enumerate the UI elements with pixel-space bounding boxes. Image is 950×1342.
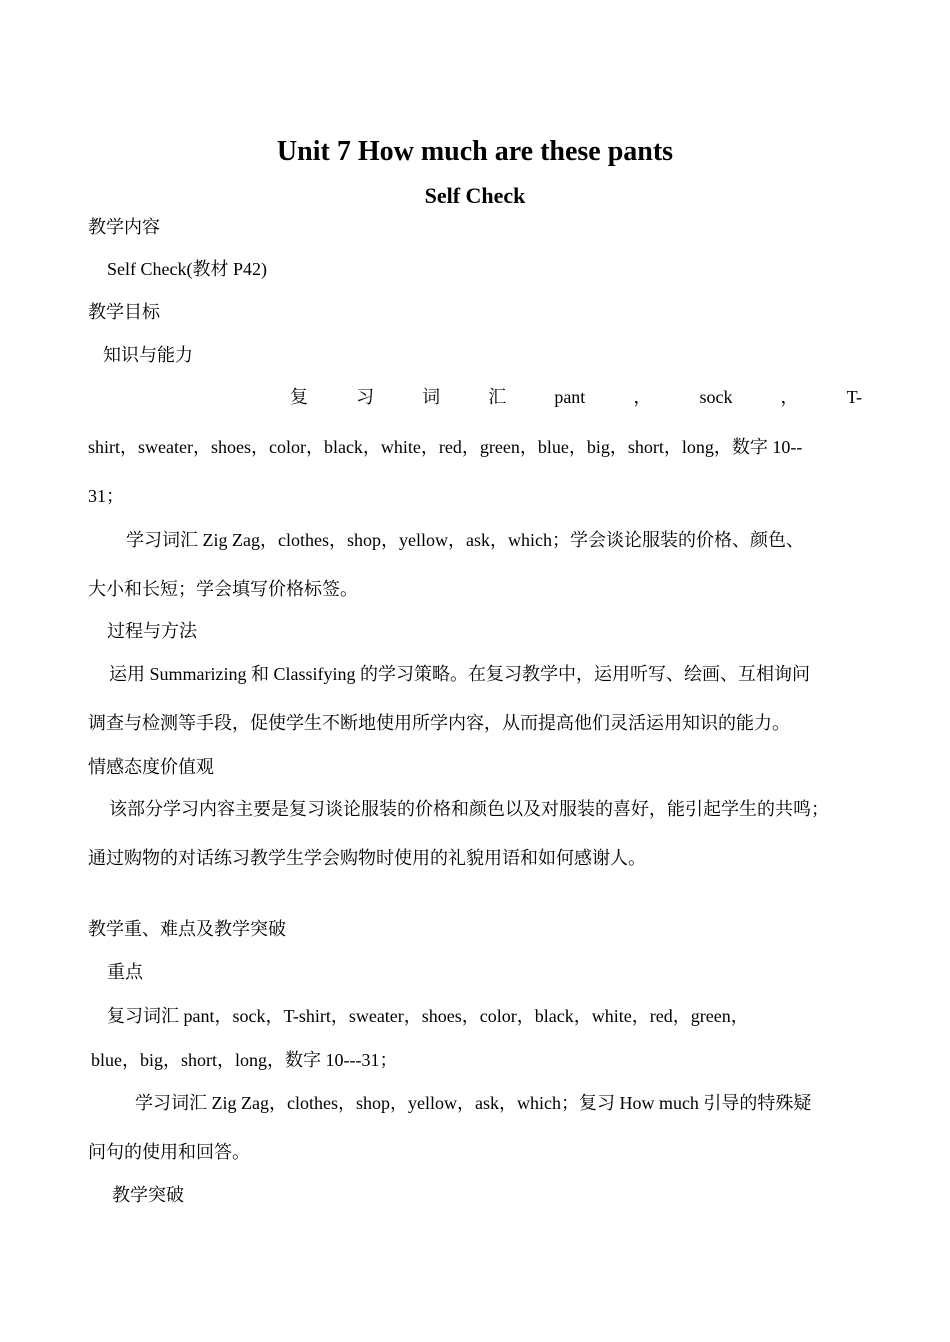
word: T- <box>846 387 862 407</box>
emotion-line-2: 通过购物的对话练习教学生学会购物时使用的礼貌用语和如何感谢人。 <box>88 848 646 868</box>
focus-heading: 重点 <box>107 962 143 982</box>
focus-line-4: 问句的使用和回答。 <box>88 1142 250 1162</box>
focus-line-2: blue，big，short，long，数字 10---31； <box>91 1050 398 1070</box>
content-heading: 教学内容 <box>88 217 160 237</box>
knowledge-line-5: 大小和长短；学会填写价格标签。 <box>88 579 358 599</box>
knowledge-line-1 <box>290 388 862 406</box>
process-heading: 过程与方法 <box>107 621 197 641</box>
word: pant <box>554 387 586 407</box>
process-line-2: 调查与检测等手段，促使学生不断地使用所学内容，从而提高他们灵活运用知识的能力。 <box>88 713 790 733</box>
emotion-line-1: 该部分学习内容主要是复习谈论服装的价格和颜色以及对服装的喜好，能引起学生的共鸣； <box>109 799 829 819</box>
emotion-heading: 情感态度价值观 <box>88 757 214 777</box>
breakthrough-heading: 教学突破 <box>112 1185 184 1205</box>
objectives-heading: 教学目标 <box>88 302 160 322</box>
knowledge-line-4: 学习词汇 Zig Zag，clothes，shop，yellow，ask，which；学会谈论服装的价格、颜色、 <box>126 530 804 550</box>
document-subtitle: Self Check <box>424 183 526 208</box>
key-heading: 教学重、难点及教学突破 <box>88 919 286 939</box>
process-line-1: 运用 Summarizing 和 Classifying 的学习策略。在复习教学中，运用听写、绘画、互相询问 <box>109 664 810 684</box>
knowledge-line-3: 31； <box>88 486 124 506</box>
content-text: Self Check(教材 P42) <box>107 259 267 279</box>
focus-line-3: 学习词汇 Zig Zag，clothes，shop，yellow，ask，which；复习 How much 引导的特殊疑 <box>135 1093 812 1113</box>
focus-line-1: 复习词汇 pant，sock，T-shirt，sweater，shoes，color，black，white，red，green， <box>107 1006 749 1026</box>
word: 习 <box>356 387 375 407</box>
document-title: Unit 7 How much are these pants <box>276 136 674 167</box>
word: 复 <box>290 387 308 407</box>
word: ， <box>780 387 799 407</box>
knowledge-line-2: shirt，sweater，shoes，color，black，white，red，green，blue，big，short，long，数字 10-- <box>88 437 803 457</box>
knowledge-heading: 知识与能力 <box>103 345 193 365</box>
word: 词 <box>422 387 441 407</box>
word: 汇 <box>488 387 507 407</box>
word: sock <box>699 387 733 407</box>
word: ， <box>633 387 652 407</box>
